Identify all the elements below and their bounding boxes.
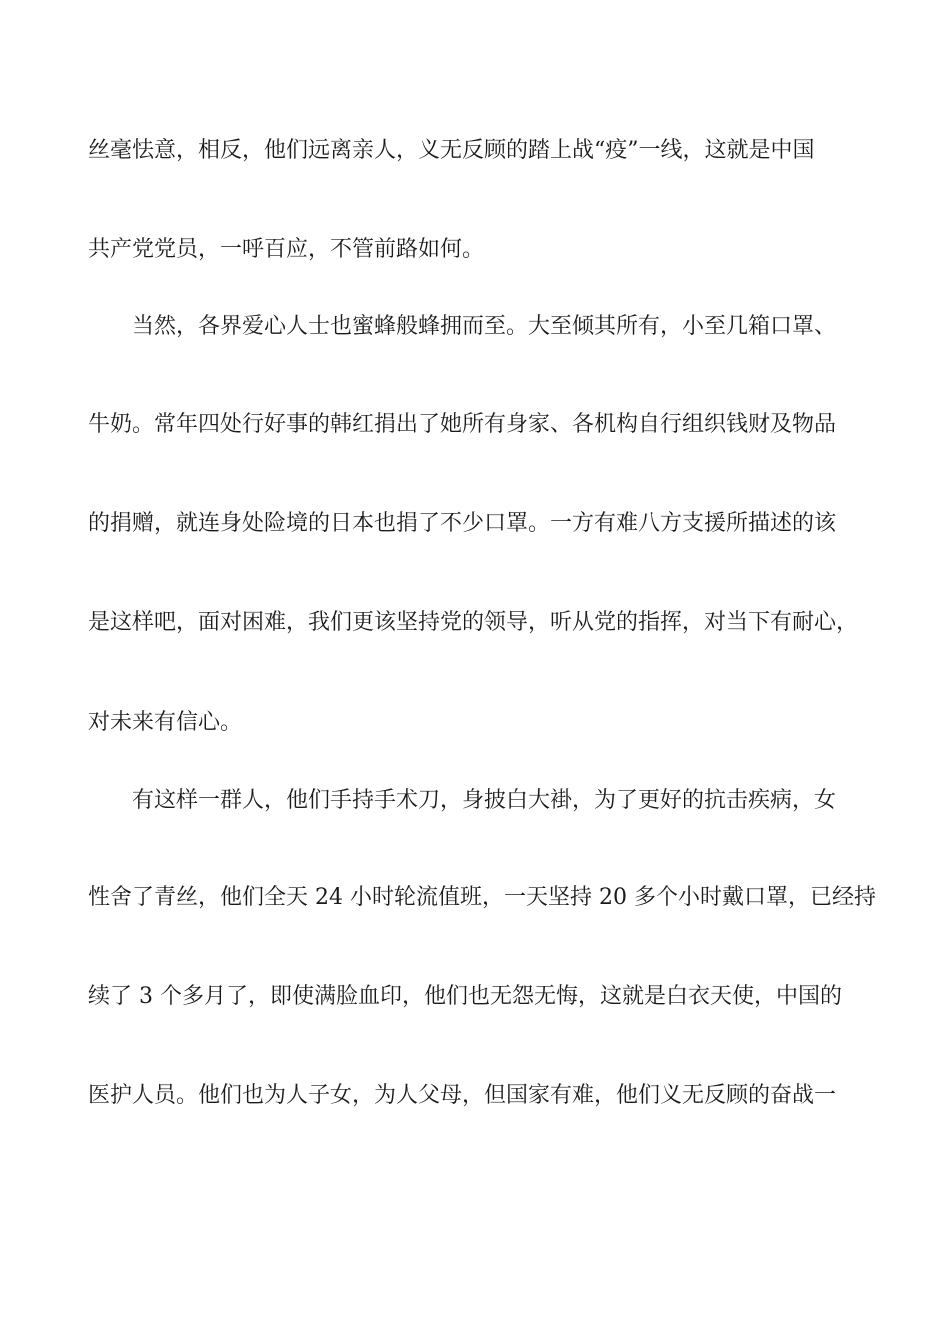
text-line: 是这样吧，面对困难，我们更该坚持党的领导，听从党的指挥，对当下有耐心， [88,610,859,635]
text-line: 续了 3 个多月了，即使满脸血印，他们也无怨无悔，这就是白衣天使，中国的 [88,984,842,1009]
text-line: 共产党党员，一呼百应，不管前路如何。 [88,237,485,262]
text-line: 性舍了青丝，他们全天 24 小时轮流值班，一天坚持 20 多个小时戴口罩，已经持 [88,885,876,910]
paragraph-start-line: 当然，各界爱心人士也蜜蜂般蜂拥而至。大至倾其所有，小至几箱口罩、 [132,314,837,339]
text-line: 牛奶。常年四处行好事的韩红捐出了她所有身家、各机构自行组织钱财及物品 [88,412,837,437]
text-line: 医护人员。他们也为人子女，为人父母，但国家有难，他们义无反顾的奋战一 [88,1083,837,1108]
text-line: 丝毫怯意，相反，他们远离亲人，义无反顾的踏上战“疫”一线，这就是中国 [88,138,815,163]
text-line: 的捐赠，就连身处险境的日本也捐了不少口罩。一方有难八方支援所描述的该 [88,511,837,536]
paragraph-start-line: 有这样一群人，他们手持手术刀，身披白大褂，为了更好的抗击疾病，女 [132,788,837,813]
text-line: 对未来有信心。 [88,710,243,735]
